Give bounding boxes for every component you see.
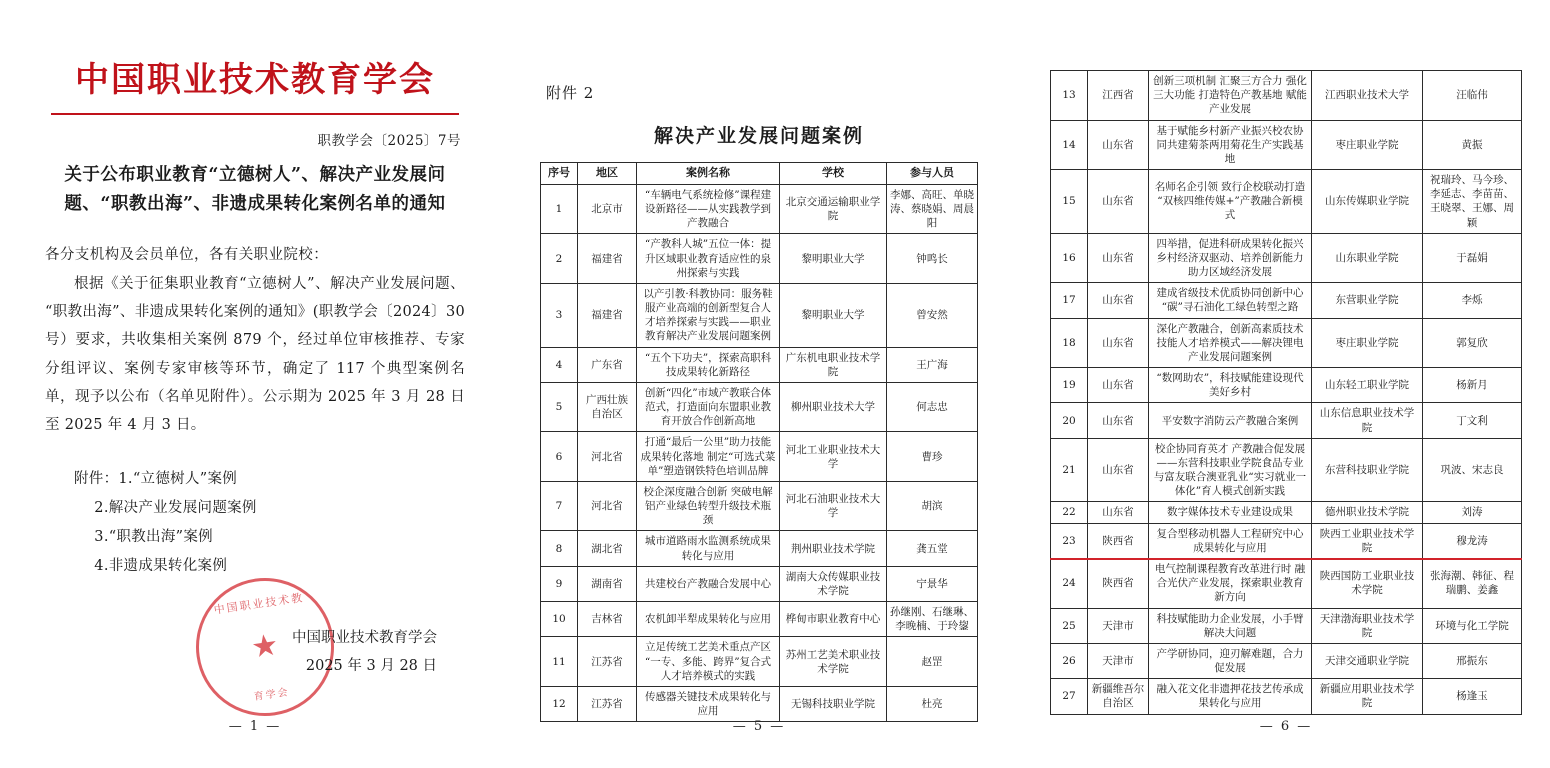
table-cell: 山东省 bbox=[1088, 318, 1149, 368]
column-header-region: 地区 bbox=[578, 163, 637, 185]
table-cell: 曾安然 bbox=[887, 283, 978, 347]
table-row bbox=[1051, 558, 1522, 608]
table-cell: “车辆电气系统检修”课程建设新路径——从实践教学到产教融合 bbox=[637, 184, 780, 234]
table-row bbox=[1051, 502, 1522, 523]
table-cell: 1 bbox=[541, 184, 578, 234]
table-cell: 黎明职业大学 bbox=[780, 283, 887, 347]
table-cell: 20 bbox=[1051, 403, 1088, 438]
table-cell: 12 bbox=[541, 687, 578, 722]
table-cell: 北京市 bbox=[578, 184, 637, 234]
table-cell: 新疆维吾尔自治区 bbox=[1088, 679, 1149, 714]
table-cell: 陕西国防工业职业技术学院 bbox=[1312, 558, 1423, 608]
table-cell: 27 bbox=[1051, 679, 1088, 714]
table-cell: 李娜、高旺、单晓涛、蔡晓娟、周晨阳 bbox=[887, 184, 978, 234]
table-cell: 河北石油职业技术大学 bbox=[780, 481, 887, 531]
table-cell: 湖北省 bbox=[578, 531, 637, 566]
red-highlight-line bbox=[1050, 558, 1522, 560]
attachment-item-1: 附件：1.“立德树人”案例 bbox=[74, 471, 238, 488]
table-cell: 巩波、宋志良 bbox=[1423, 438, 1522, 502]
table-cell: 钟鸣长 bbox=[887, 234, 978, 284]
table-cell: “产教科人城”五位一体：提升区域职业教育适应性的泉州探索与实践 bbox=[637, 234, 780, 284]
table-cell: 陕西工业职业技术学院 bbox=[1312, 523, 1423, 558]
table-cell: 胡滨 bbox=[887, 481, 978, 531]
table-row bbox=[541, 432, 978, 482]
table-row bbox=[541, 234, 978, 284]
table-cell: 农机卸半犁成果转化与应用 bbox=[637, 602, 780, 637]
attachment-item-2: 2.解决产业发展问题案例 bbox=[94, 500, 257, 517]
table-cell: 刘涛 bbox=[1423, 502, 1522, 523]
table-cell: 江西职业技术大学 bbox=[1312, 71, 1423, 121]
table-cell: 陕西省 bbox=[1088, 523, 1149, 558]
signature-date: 2025 年 3 月 28 日 bbox=[305, 657, 437, 674]
table-cell: 山东职业学院 bbox=[1312, 233, 1423, 283]
table-cell: 桦甸市职业教育中心 bbox=[780, 602, 887, 637]
table-cell: 孙继刚、石继琳、李晚楠、于玲鋆 bbox=[887, 602, 978, 637]
table-cell: 6 bbox=[541, 432, 578, 482]
table-cell: 校企协同育英才 产教融合促发展——东营科技职业学院食品专业与富友联合澳亚乳业“实习就业一体化”育人模式创新实践 bbox=[1149, 438, 1312, 502]
attachment-item-3: 3.“职教出海”案例 bbox=[94, 529, 213, 546]
notice-body: 根据《关于征集职业教育“立德树人”、解决产业发展问题、“职教出海”、非遗成果转化案例的通知》(职教学会〔2024〕30号）要求，共收集相关案例 879 个，经过单位审核推荐、专家分组评议、案例专家审核等环节，确定了 117 个典型案例名单，现予以公布（名单见附件）。公示期为 2025 年 3 月 28 日至 2025 年 4 月 3 日。 bbox=[45, 275, 465, 434]
table-row bbox=[1051, 643, 1522, 678]
table-row bbox=[541, 602, 978, 637]
table-cell: 打通“最后一公里”助力技能成果转化落地 制定“可选式菜单”塑造钢铁特色培训品牌 bbox=[637, 432, 780, 482]
notice-page bbox=[0, 0, 510, 768]
table-row bbox=[1051, 283, 1522, 318]
table-cell: 山东省 bbox=[1088, 283, 1149, 318]
table-cell: 建成省级技术优质协同创新中心 “碳”寻石油化工绿色转型之路 bbox=[1149, 283, 1312, 318]
table-cell: 26 bbox=[1051, 643, 1088, 678]
table-cell: 王广海 bbox=[887, 347, 978, 382]
salutation: 各分支机构及会员单位，各有关职业院校： bbox=[45, 246, 329, 263]
table-cell: 北京交通运输职业学院 bbox=[780, 184, 887, 234]
page-number-1: — 1 — bbox=[228, 719, 282, 734]
table-row bbox=[541, 382, 978, 432]
column-header-people: 参与人员 bbox=[887, 163, 978, 185]
table-cell: 河北省 bbox=[578, 432, 637, 482]
table-cell: 科技赋能助力企业发展，小手臂解决大问题 bbox=[1149, 608, 1312, 643]
page-number-5: — 5 — bbox=[732, 719, 786, 734]
table-row bbox=[1051, 120, 1522, 170]
table-cell: 杨新月 bbox=[1423, 368, 1522, 403]
table-row bbox=[1051, 438, 1522, 502]
seal-top-text: 中国职业技术教 bbox=[212, 591, 305, 617]
table-cell: 创新“四化”市域产教联合体范式，打造面向东盟职业教育开放合作创新高地 bbox=[637, 382, 780, 432]
table-cell: 广东机电职业技术学院 bbox=[780, 347, 887, 382]
table-cell: 龚五堂 bbox=[887, 531, 978, 566]
table-cell: 杜亮 bbox=[887, 687, 978, 722]
table-cell: 李烁 bbox=[1423, 283, 1522, 318]
table-cell: 四举措，促进科研成果转化振兴乡村经济双驱动、培养创新能力助力区域经济发展 bbox=[1149, 233, 1312, 283]
table-cell: 17 bbox=[1051, 283, 1088, 318]
table-cell: 基于赋能乡村新产业振兴校农协同共建菊茶两用菊花生产实践基地 bbox=[1149, 120, 1312, 170]
table-row bbox=[1051, 523, 1522, 558]
table-cell: 丁文利 bbox=[1423, 403, 1522, 438]
table-cell: 山东传媒职业学院 bbox=[1312, 170, 1423, 234]
table-row bbox=[541, 531, 978, 566]
table-cell: 山东省 bbox=[1088, 368, 1149, 403]
table-row bbox=[1051, 403, 1522, 438]
column-header-case: 案例名称 bbox=[637, 163, 780, 185]
table-cell: 山东轻工职业学院 bbox=[1312, 368, 1423, 403]
table-cell: 何志忠 bbox=[887, 382, 978, 432]
table-cell: 山东省 bbox=[1088, 170, 1149, 234]
table-cell: 立足传统工艺美术重点产区“一专、多能、跨界”复合式人才培养模式的实践 bbox=[637, 637, 780, 687]
table-cell: 东营科技职业学院 bbox=[1312, 438, 1423, 502]
table-cell: 柳州职业技术大学 bbox=[780, 382, 887, 432]
table-row bbox=[1051, 318, 1522, 368]
table-row bbox=[541, 184, 978, 234]
table-cell: 名师名企引领 致行企校联动打造“双核四维传媒+”产教融合新模式 bbox=[1149, 170, 1312, 234]
table-cell: 枣庄职业学院 bbox=[1312, 318, 1423, 368]
table-cell: 德州职业技术学院 bbox=[1312, 502, 1423, 523]
table-cell: 创新三项机制 汇聚三方合力 强化三大功能 打造特色产教基地 赋能产业发展 bbox=[1149, 71, 1312, 121]
table-cell: “数网助农”，科技赋能建设现代美好乡村 bbox=[1149, 368, 1312, 403]
table-cell: 复合型移动机器人工程研究中心成果转化与应用 bbox=[1149, 523, 1312, 558]
table-cell: 邢振东 bbox=[1423, 643, 1522, 678]
table-cell: 张海潮、韩征、程瑞鹏、姜鑫 bbox=[1423, 558, 1522, 608]
table-cell: 福建省 bbox=[578, 283, 637, 347]
table-cell: 5 bbox=[541, 382, 578, 432]
table-cell: 8 bbox=[541, 531, 578, 566]
attachment-list bbox=[45, 465, 465, 581]
table-cell: 枣庄职业学院 bbox=[1312, 120, 1423, 170]
table-cell: 数字媒体技术专业建设成果 bbox=[1149, 502, 1312, 523]
table-cell: 平安数字消防云产教融合案例 bbox=[1149, 403, 1312, 438]
table-row bbox=[1051, 71, 1522, 121]
attachment-2-page-continued bbox=[1022, 0, 1550, 768]
column-header-no: 序号 bbox=[541, 163, 578, 185]
table-cell: 14 bbox=[1051, 120, 1088, 170]
table-cell: 曹珍 bbox=[887, 432, 978, 482]
table-cell: 山东省 bbox=[1088, 438, 1149, 502]
table-cell: 山东信息职业技术学院 bbox=[1312, 403, 1423, 438]
table-cell: 校企深度融合创新 突破电解铝产业绿色转型升级技术瓶颈 bbox=[637, 481, 780, 531]
table-cell: 共建校台产教融合发展中心 bbox=[637, 566, 780, 601]
table-row bbox=[541, 687, 978, 722]
table-cell: 15 bbox=[1051, 170, 1088, 234]
table-cell: 4 bbox=[541, 347, 578, 382]
table-cell: 杨逢玉 bbox=[1423, 679, 1522, 714]
table-cell: 7 bbox=[541, 481, 578, 531]
table-cell: 21 bbox=[1051, 438, 1088, 502]
letterhead-divider bbox=[51, 113, 459, 115]
signature-organization: 中国职业技术教育学会 bbox=[292, 630, 437, 647]
table-row bbox=[541, 637, 978, 687]
table-cell: 东营职业学院 bbox=[1312, 283, 1423, 318]
table-cell: 黎明职业大学 bbox=[780, 234, 887, 284]
table-cell: 融入花文化非遗押花技艺传承成果转化与应用 bbox=[1149, 679, 1312, 714]
table-cell: 于磊娟 bbox=[1423, 233, 1522, 283]
table-row bbox=[1051, 368, 1522, 403]
table-cell: 16 bbox=[1051, 233, 1088, 283]
table-cell: 18 bbox=[1051, 318, 1088, 368]
table-cell: 吉林省 bbox=[578, 602, 637, 637]
table-cell: 黄振 bbox=[1423, 120, 1522, 170]
table-cell: 11 bbox=[541, 637, 578, 687]
table-header-row bbox=[541, 163, 978, 185]
table-row bbox=[1051, 608, 1522, 643]
case-table-page6 bbox=[1050, 70, 1522, 715]
attachment-2-page bbox=[512, 0, 1006, 768]
table-row bbox=[541, 566, 978, 601]
table-row bbox=[1051, 170, 1522, 234]
table-row bbox=[541, 347, 978, 382]
table-cell: 13 bbox=[1051, 71, 1088, 121]
table-cell: 3 bbox=[541, 283, 578, 347]
table-cell: 19 bbox=[1051, 368, 1088, 403]
table-cell: 深化产教融合，创新高素质技术技能人才培养模式——解决锂电产业发展问题案例 bbox=[1149, 318, 1312, 368]
column-header-school: 学校 bbox=[780, 163, 887, 185]
table-cell: 25 bbox=[1051, 608, 1088, 643]
table-cell: 以产引教·科教协同：服务鞋服产业高端的创新型复合人才培养探索与实践——职业教育解决产业发展问题案例 bbox=[637, 283, 780, 347]
table-cell: 23 bbox=[1051, 523, 1088, 558]
table-cell: 陕西省 bbox=[1088, 558, 1149, 608]
table-cell: 穆龙涛 bbox=[1423, 523, 1522, 558]
table-cell: 产学研协同，迎刃解难题，合力促发展 bbox=[1149, 643, 1312, 678]
notice-title: 关于公布职业教育“立德树人”、解决产业发展问题、“职教出海”、非遗成果转化案例名单的通知 bbox=[64, 165, 446, 214]
seal-bottom-text: 育学会 bbox=[253, 687, 291, 703]
table-cell: 江西省 bbox=[1088, 71, 1149, 121]
table-cell: 24 bbox=[1051, 558, 1088, 608]
table-cell: 江苏省 bbox=[578, 687, 637, 722]
table-cell: 江苏省 bbox=[578, 637, 637, 687]
table-row bbox=[541, 481, 978, 531]
table-cell: 赵罡 bbox=[887, 637, 978, 687]
table-cell: 广东省 bbox=[578, 347, 637, 382]
table-cell: 山东省 bbox=[1088, 502, 1149, 523]
table-cell: 城市道路雨水监测系统成果转化与应用 bbox=[637, 531, 780, 566]
table-cell: 河北工业职业技术大学 bbox=[780, 432, 887, 482]
document-number: 职教学会〔2025〕7号 bbox=[317, 133, 461, 149]
table-row bbox=[541, 283, 978, 347]
table-cell: 天津市 bbox=[1088, 643, 1149, 678]
table-cell: 天津交通职业学院 bbox=[1312, 643, 1423, 678]
table-cell: 湖南省 bbox=[578, 566, 637, 601]
case-table-page5 bbox=[540, 162, 978, 722]
organization-letterhead: 中国职业技术教育学会 bbox=[75, 60, 435, 100]
table-cell: 天津市 bbox=[1088, 608, 1149, 643]
table-cell: 无锡科技职业学院 bbox=[780, 687, 887, 722]
table-cell: 2 bbox=[541, 234, 578, 284]
table-cell: 山东省 bbox=[1088, 233, 1149, 283]
table-row bbox=[1051, 233, 1522, 283]
attachment-label: 附件 2 bbox=[546, 84, 595, 102]
table-cell: 祝瑞玲、马今珍、李延志、李苗苗、王晓翠、王娜、周颖 bbox=[1423, 170, 1522, 234]
table-cell: 郭复欣 bbox=[1423, 318, 1522, 368]
table-row bbox=[1051, 679, 1522, 714]
table-cell: 汪临伟 bbox=[1423, 71, 1522, 121]
seal-star-icon: ★ bbox=[249, 627, 281, 666]
table-cell: 环境与化工学院 bbox=[1423, 608, 1522, 643]
table-cell: 荆州职业技术学院 bbox=[780, 531, 887, 566]
table-cell: “五个下功夫”，探索高职科技成果转化新路径 bbox=[637, 347, 780, 382]
table-cell: 苏州工艺美术职业技术学院 bbox=[780, 637, 887, 687]
table-cell: 新疆应用职业技术学院 bbox=[1312, 679, 1423, 714]
table-cell: 电气控制课程教育改革进行时 融合光伏产业发展，探索职业教育新方向 bbox=[1149, 558, 1312, 608]
table-cell: 天津渤海职业技术学院 bbox=[1312, 608, 1423, 643]
table-cell: 广西壮族自治区 bbox=[578, 382, 637, 432]
table-cell: 福建省 bbox=[578, 234, 637, 284]
page-number-6: — 6 — bbox=[1259, 719, 1313, 734]
table-cell: 22 bbox=[1051, 502, 1088, 523]
table-cell: 河北省 bbox=[578, 481, 637, 531]
table-cell: 山东省 bbox=[1088, 120, 1149, 170]
table-cell: 湖南大众传媒职业技术学院 bbox=[780, 566, 887, 601]
signature-block bbox=[45, 625, 465, 680]
table-cell: 9 bbox=[541, 566, 578, 601]
table-title: 解决产业发展问题案例 bbox=[653, 125, 864, 147]
table-cell: 山东省 bbox=[1088, 403, 1149, 438]
table-cell: 10 bbox=[541, 602, 578, 637]
attachment-item-4: 4.非遗成果转化案例 bbox=[94, 558, 228, 575]
table-cell: 宁景华 bbox=[887, 566, 978, 601]
table-cell: 传感器关键技术成果转化与应用 bbox=[637, 687, 780, 722]
